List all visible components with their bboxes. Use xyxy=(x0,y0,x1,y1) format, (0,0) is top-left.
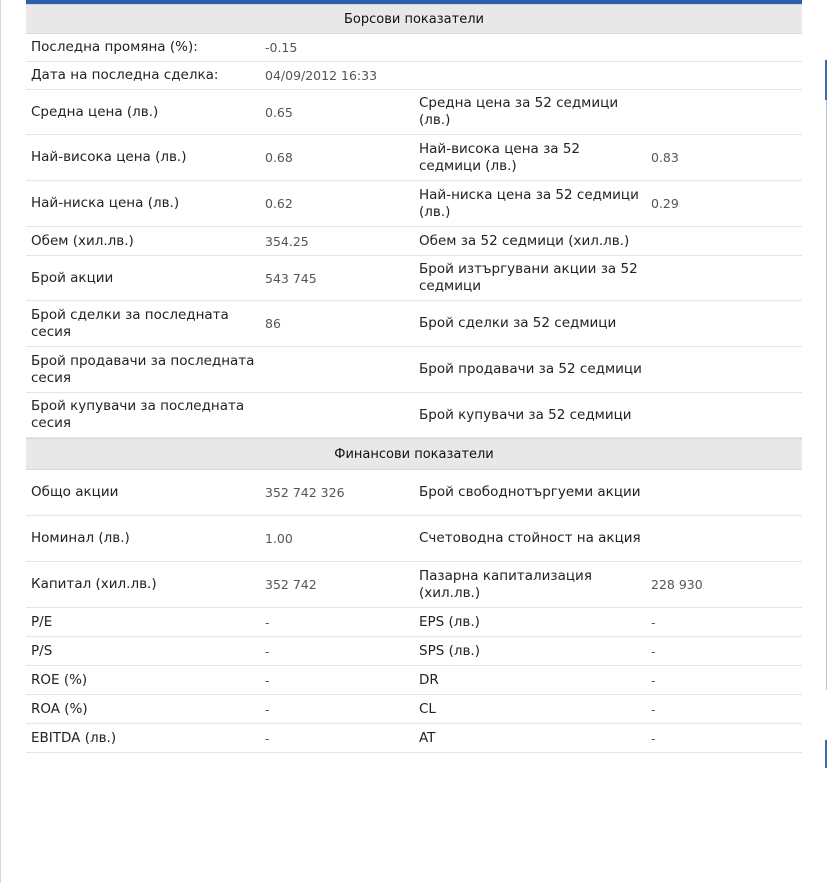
row-value-52w: 228 930 xyxy=(651,577,703,592)
row-label: P/E xyxy=(31,613,53,630)
row-label-52w: Пазарна капитализация (хил.лв.) xyxy=(419,567,592,601)
row-label-52w xyxy=(414,34,646,61)
row-value: - xyxy=(265,672,270,688)
row-label: Дата на последна сделка: xyxy=(31,67,219,83)
table-row xyxy=(26,90,802,135)
row-value: 0.62 xyxy=(265,196,293,211)
table-row xyxy=(26,301,802,347)
row-value-52w xyxy=(646,256,802,300)
row-label: Капитал (хил.лв.) xyxy=(31,576,157,592)
row-value-52w xyxy=(646,301,802,346)
row-label: Брой купувачи за последната сесия xyxy=(31,398,245,431)
table-row xyxy=(26,666,802,695)
row-label: Брой акции xyxy=(31,269,114,286)
row-value: - xyxy=(265,730,270,746)
row-label: Най-висока цена (лв.) xyxy=(31,149,187,165)
row-label: P/S xyxy=(31,642,53,659)
row-value-52w xyxy=(646,62,802,89)
table-row xyxy=(26,62,802,90)
row-label: Номинал (лв.) xyxy=(31,530,130,546)
row-value: 1.00 xyxy=(265,531,293,546)
table-row xyxy=(26,227,802,256)
row-label-52w: Брой продавачи за 52 седмици xyxy=(419,361,642,377)
row-value: - xyxy=(265,701,270,717)
row-label-52w: Обем за 52 седмици (хил.лв.) xyxy=(419,232,630,249)
row-label: EBITDA (лв.) xyxy=(31,729,117,746)
trading-section-title: Борсови показатели xyxy=(344,11,484,27)
row-label: Последна промяна (%): xyxy=(31,39,198,55)
row-label: Средна цена (лв.) xyxy=(31,103,159,120)
row-value-52w: 0.83 xyxy=(651,150,679,165)
row-value: 354.25 xyxy=(265,233,309,249)
row-label-52w xyxy=(414,62,646,89)
table-row xyxy=(26,470,802,516)
row-value: -0.15 xyxy=(265,40,298,55)
row-value-52w xyxy=(646,516,802,561)
row-value-52w: - xyxy=(651,672,656,688)
row-value-52w: - xyxy=(651,730,656,746)
row-label: Брой сделки за последната сесия xyxy=(31,306,229,340)
row-label-52w: Средна цена за 52 седмици (лв.) xyxy=(419,95,619,128)
row-value: 86 xyxy=(265,316,281,331)
row-value-52w xyxy=(646,393,802,437)
row-value: - xyxy=(265,643,270,659)
row-label: Най-ниска цена (лв.) xyxy=(31,195,180,211)
row-value-52w: 0.29 xyxy=(651,196,679,211)
row-value: 352 742 326 xyxy=(265,485,345,500)
table-row xyxy=(26,34,802,62)
table-row xyxy=(26,347,802,393)
row-label-52w: SPS (лв.) xyxy=(419,642,480,659)
financial-section-header xyxy=(26,438,802,470)
table-row xyxy=(26,393,802,438)
trading-table xyxy=(26,34,802,438)
table-row xyxy=(26,724,802,753)
row-label-52w: Брой изтъргувани акции за 52 седмици xyxy=(419,261,638,294)
table-row xyxy=(26,516,802,562)
row-label: ROE (%) xyxy=(31,671,88,688)
table-row xyxy=(26,181,802,227)
page-left-border xyxy=(0,0,1,883)
row-label-52w: CL xyxy=(419,700,436,717)
table-row xyxy=(26,608,802,637)
row-label: Обем (хил.лв.) xyxy=(31,232,134,249)
table-row xyxy=(26,256,802,301)
financial-section-title: Финансови показатели xyxy=(334,446,494,462)
row-value-52w xyxy=(646,470,802,515)
row-label-52w: EPS (лв.) xyxy=(419,613,480,630)
row-value-52w xyxy=(646,90,802,134)
trading-section-header xyxy=(26,4,802,34)
row-label: Общо акции xyxy=(31,484,119,500)
table-row xyxy=(26,637,802,666)
row-label: ROA (%) xyxy=(31,700,88,717)
row-value-52w: - xyxy=(651,701,656,717)
indicators-panel xyxy=(26,4,802,753)
row-label-52w: Брой купувачи за 52 седмици xyxy=(419,406,632,423)
row-label: Брой продавачи за последната сесия xyxy=(31,352,255,386)
row-value: 543 745 xyxy=(265,270,317,286)
row-value-52w xyxy=(646,227,802,255)
row-value: 04/09/2012 16:33 xyxy=(265,68,378,83)
row-label-52w: Счетоводна стойност на акция xyxy=(419,530,641,546)
row-value: 0.68 xyxy=(265,150,293,165)
row-value-52w: - xyxy=(651,614,656,630)
row-value: 352 742 xyxy=(265,577,317,592)
row-value-52w xyxy=(646,34,802,61)
row-value xyxy=(259,347,414,392)
row-label-52w: DR xyxy=(419,671,439,688)
row-value: - xyxy=(265,614,270,630)
row-value-52w: - xyxy=(651,643,656,659)
row-label-52w: Брой сделки за 52 седмици xyxy=(419,315,617,331)
financial-table xyxy=(26,470,802,753)
row-value xyxy=(259,393,414,437)
row-value-52w xyxy=(646,347,802,392)
table-row xyxy=(26,135,802,181)
row-label-52w: Брой свободнотъргуеми акции xyxy=(419,484,641,500)
row-label-52w: Най-ниска цена за 52 седмици (лв.) xyxy=(419,186,639,220)
row-label-52w: AT xyxy=(419,729,436,746)
table-row xyxy=(26,695,802,724)
row-label-52w: Най-висока цена за 52 седмици (лв.) xyxy=(419,140,581,174)
row-value: 0.65 xyxy=(265,104,293,120)
table-row xyxy=(26,562,802,608)
